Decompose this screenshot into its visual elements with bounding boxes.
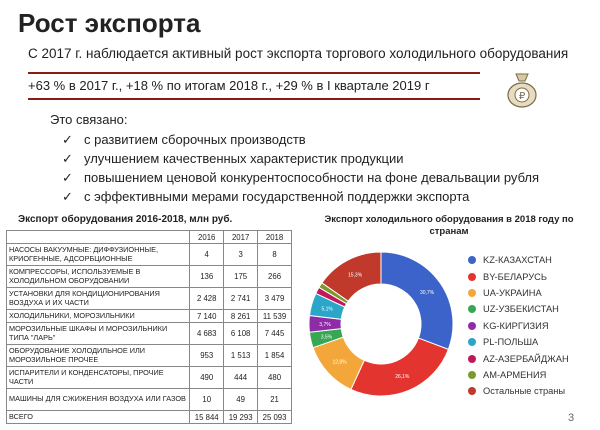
legend-swatch: [468, 273, 476, 281]
legend-item: [468, 252, 569, 268]
row-value: 10: [190, 389, 224, 411]
donut-slice-0: [381, 252, 453, 349]
reasons-list: [62, 130, 539, 206]
row-value: 490: [190, 367, 224, 389]
legend-item: [468, 268, 569, 284]
slice-label-1: 26,1%: [395, 373, 410, 380]
row-name: ОБОРУДОВАНИЕ ХОЛОДИЛЬНОЕ ИЛИ МОРОЗИЛЬНОЕ ПРОЧЕЕ: [7, 345, 190, 367]
legend-item: [468, 285, 569, 301]
row-value: 15 844: [190, 411, 224, 424]
reason-text: повышением ценовой конкурентоспособности на фоне девальвации рубля: [84, 170, 540, 185]
legend-item: [468, 301, 569, 317]
row-value: 21: [258, 389, 292, 411]
row-value: 8: [258, 244, 292, 266]
table-total-row: [7, 411, 292, 424]
row-value: 444: [224, 367, 258, 389]
row-name: УСТАНОВКИ ДЛЯ КОНДИЦИОНИРОВАНИЯ ВОЗДУХА И ИХ ЧАСТИ: [7, 288, 190, 310]
row-value: 11 539: [258, 310, 292, 323]
legend-swatch: [468, 289, 476, 297]
row-value: 1 513: [224, 345, 258, 367]
row-name: ИСПАРИТЕЛИ И КОНДЕНСАТОРЫ, ПРОЧИЕ ЧАСТИ: [7, 367, 190, 389]
legend-swatch: [468, 355, 476, 363]
page-number: 3: [568, 412, 575, 424]
row-value: 480: [258, 367, 292, 389]
row-value: 25 093: [258, 411, 292, 424]
table-row: [7, 367, 292, 389]
divider-top: [28, 72, 480, 74]
legend-label: KZ-КАЗАХСТАН: [483, 255, 552, 266]
donut-chart: [306, 244, 456, 404]
check-icon: ✓: [62, 170, 73, 185]
row-name: НАСОСЫ ВАКУУМНЫЕ: ДИФФУЗИОННЫЕ, КРИОГЕННЫЕ, АДСОРБЦИОННЫЕ: [7, 244, 190, 266]
check-icon: ✓: [62, 189, 73, 204]
chart-title: Экспорт холодильного оборудования в 2018 году по странам: [324, 214, 574, 237]
reason-text: улучшением качественных характеристик продукции: [84, 151, 404, 166]
row-value: 19 293: [224, 411, 258, 424]
legend-swatch: [468, 256, 476, 264]
check-icon: ✓: [62, 151, 73, 166]
legend-swatch: [468, 322, 476, 330]
legend-swatch: [468, 338, 476, 346]
row-name: ХОЛОДИЛЬНИКИ, МОРОЗИЛЬНИКИ: [7, 310, 190, 323]
donut-slice-1: [351, 338, 448, 396]
reason-item: [62, 130, 539, 149]
table-row: [7, 310, 292, 323]
legend-label: AM-АРМЕНИЯ: [483, 369, 547, 380]
table-row: [7, 244, 292, 266]
header-year: 2018: [258, 231, 292, 244]
table-header-row: [7, 231, 292, 244]
row-value: 266: [258, 266, 292, 288]
row-name: ВСЕГО: [7, 411, 190, 424]
row-value: 2 741: [224, 288, 258, 310]
reason-item: [62, 187, 539, 206]
table-row: [7, 389, 292, 411]
legend-item: [468, 350, 569, 366]
row-value: 1 854: [258, 345, 292, 367]
row-value: 7 140: [190, 310, 224, 323]
table-row: [7, 288, 292, 310]
row-name: КОМПРЕССОРЫ, ИСПОЛЬЗУЕМЫЕ В ХОЛОДИЛЬНОМ ОБОРУДОВАНИИ: [7, 266, 190, 288]
reason-text: с развитием сборочных производств: [84, 132, 306, 147]
row-value: 136: [190, 266, 224, 288]
legend-swatch: [468, 305, 476, 313]
export-table: [6, 230, 292, 424]
row-value: 6 108: [224, 323, 258, 345]
slide-title: Рост экспорта: [18, 8, 201, 38]
legend-label: PL-ПОЛЬША: [483, 337, 539, 348]
row-value: 8 261: [224, 310, 258, 323]
header-year: 2016: [190, 231, 224, 244]
legend-swatch: [468, 387, 476, 395]
table-row: [7, 345, 292, 367]
slice-label-0: 30,7%: [419, 290, 435, 297]
legend-label: AZ-АЗЕРБАЙДЖАН: [483, 353, 569, 364]
slice-label-3: 3,5%: [320, 334, 333, 341]
header-year: 2017: [224, 231, 258, 244]
money-bag-icon: [505, 70, 539, 108]
legend-label: KG-КИРГИЗИЯ: [483, 320, 549, 331]
legend-label: UA-УКРАИНА: [483, 287, 542, 298]
chart-legend: [468, 252, 569, 400]
legend-label: Остальные страны: [483, 386, 566, 397]
legend-item: [468, 318, 569, 334]
row-value: 3: [224, 244, 258, 266]
legend-label: BY-БЕЛАРУСЬ: [483, 271, 547, 282]
ruble-sign-text: ₽: [518, 91, 526, 102]
reason-text: с эффективными мерами государственной поддержки экспорта: [84, 189, 470, 204]
reason-item: [62, 168, 539, 187]
row-value: 2 428: [190, 288, 224, 310]
row-value: 175: [224, 266, 258, 288]
slice-label-5: 5,1%: [321, 306, 333, 313]
reasons-heading: Это связано:: [50, 112, 128, 127]
header-empty-cell: [7, 231, 190, 244]
legend-label: UZ-УЗБЕКИСТАН: [483, 304, 559, 315]
reason-item: [62, 149, 539, 168]
row-value: 953: [190, 345, 224, 367]
slice-label-4: 3,7%: [319, 321, 331, 328]
slice-label-8: 15,3%: [347, 272, 363, 279]
row-value: 49: [224, 389, 258, 411]
row-value: 3 479: [258, 288, 292, 310]
slice-label-2: 12,8%: [332, 359, 347, 366]
divider-bottom: [28, 98, 480, 100]
legend-swatch: [468, 371, 476, 379]
check-icon: ✓: [62, 132, 73, 147]
row-value: 4: [190, 244, 224, 266]
row-value: 4 683: [190, 323, 224, 345]
table-row: [7, 323, 292, 345]
table-title: Экспорт оборудования 2016-2018, млн руб.: [18, 214, 233, 225]
legend-item: [468, 383, 569, 399]
row-name: МАШИНЫ ДЛЯ СЖИЖЕНИЯ ВОЗДУХА ИЛИ ГАЗОВ: [7, 389, 190, 411]
legend-item: [468, 367, 569, 383]
row-name: МОРОЗИЛЬНЫЕ ШКАФЫ И МОРОЗИЛЬНИКИ ТИПА "ЛАРЬ": [7, 323, 190, 345]
legend-item: [468, 334, 569, 350]
table-row: [7, 266, 292, 288]
intro-statement: С 2017 г. наблюдается активный рост экспорта торгового холодильного оборудования: [28, 46, 569, 61]
row-value: 7 445: [258, 323, 292, 345]
growth-statement: +63 % в 2017 г., +18 % по итогам 2018 г., +29 % в I квартале 2019 г: [28, 78, 430, 93]
